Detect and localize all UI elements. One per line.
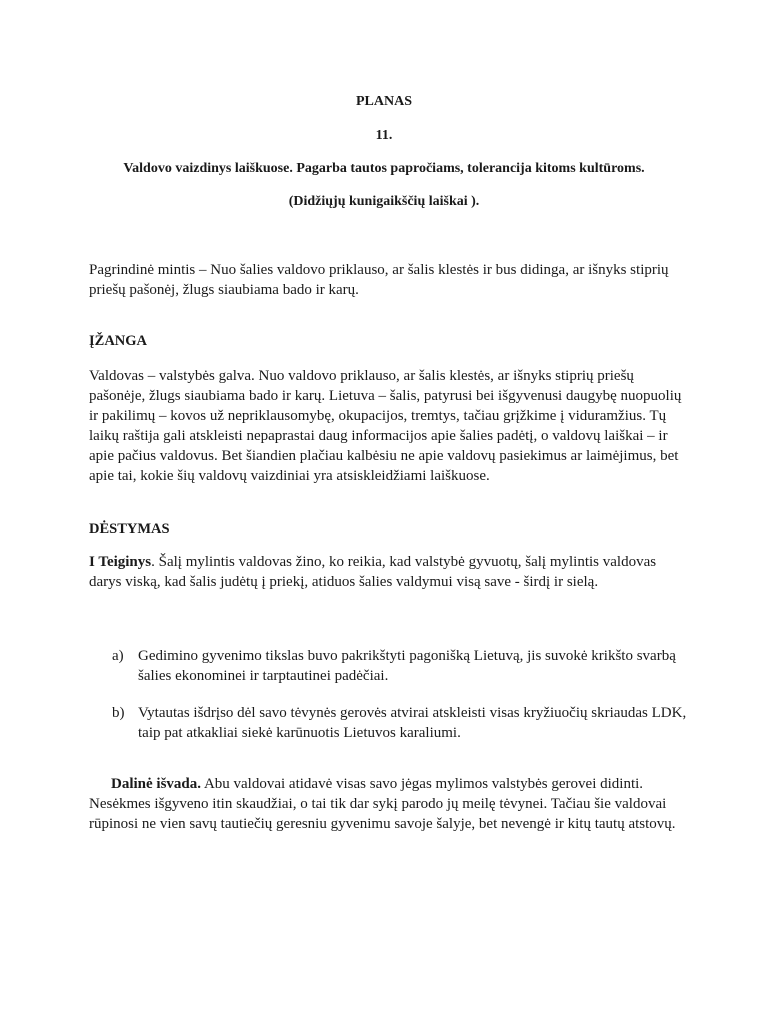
- intro-text: Valdovas – valstybės galva. Nuo valdovo priklauso, ar šalis klestės, ar išnyks stiprių priešų pašonėje, žlugs siaubiama bado ir karų. Lietuva – šalis, patyrusi bei išgyvenusi daugybę nuopuolių ir pakilimų – kovos už nepriklausomybę, okupacijos, tremtys, tačiau grįžkime į viduramžius. Tų laikų raštija gali atskleisti nepaprastai daug informacijos apie šalies padėtį, o valdovų laiškai – ir apie pačius valdovus. Bet šiandien plačiau kalbėsiu ne apie valdovų pasiekimus ar laimėjimus, bet apie tai, kokie šių valdovų vaizdiniai yra atsiskleidžiami laiškuose.: [89, 368, 682, 484]
- plan-topic: Valdovo vaizdinys laiškuose. Pagarba tautos papročiams, tolerancija kitoms kultūroms.: [123, 161, 645, 176]
- list-item: [112, 646, 692, 686]
- list-item-text: Gedimino gyvenimo tikslas buvo pakrikštyti pagonišką Lietuvą, jis suvokė krikšto svarbą šalies ekonominei ir tarptautinei padėčiai.: [138, 648, 676, 684]
- thesis-paragraph: [89, 552, 689, 592]
- thesis-label: I Teiginys: [89, 554, 152, 570]
- plan-title: PLANAS: [355, 94, 412, 109]
- list-marker: a): [112, 648, 124, 664]
- conclusion-label: Dalinė išvada.: [111, 776, 202, 792]
- plan-source: (Didžiųjų kunigaikščių laiškai ).: [288, 194, 480, 209]
- partial-conclusion: [89, 774, 689, 834]
- list-item-text: Vytautas išdrįso dėl savo tėvynės gerovės atvirai atskleisti visas kryžiuočių skriaudas LDK, taip pat atkakliai siekė karūnuotis Lietuvos karaliumi.: [138, 705, 687, 741]
- intro-heading: ĮŽANGA: [89, 333, 148, 349]
- list-marker: b): [112, 705, 125, 721]
- list-item: [112, 703, 692, 743]
- thesis-text: . Šalį mylintis valdovas žino, ko reikia, kad valstybė gyvuotų, šalį mylintis valdovas darys viską, kad šalis judėtų į priekį, atiduos šalies valdymui visą save - širdį ir sielą.: [89, 554, 657, 590]
- body-heading: DĖSTYMAS: [89, 521, 170, 537]
- plan-number: 11.: [375, 128, 393, 143]
- conclusion-text: Abu valdovai atidavė visas savo jėgas mylimos valstybės gerovei didinti. Nesėkmes išgyveno itin skaudžiai, o tai tik dar sykį parodo jų meilę tėvynei. Tačiau šie valdovai rūpinosi ne vien savų tautiečių geresniu gyvenimu savoje šalyje, bet nevengė ir kitų tautų atstovų.: [89, 776, 676, 832]
- main-idea: Pagrindinė mintis – Nuo šalies valdovo priklauso, ar šalis klestės ir bus didinga, ar išnyks stiprių priešų pašonėj, žlugs siaubiama bado ir karų.: [89, 262, 669, 298]
